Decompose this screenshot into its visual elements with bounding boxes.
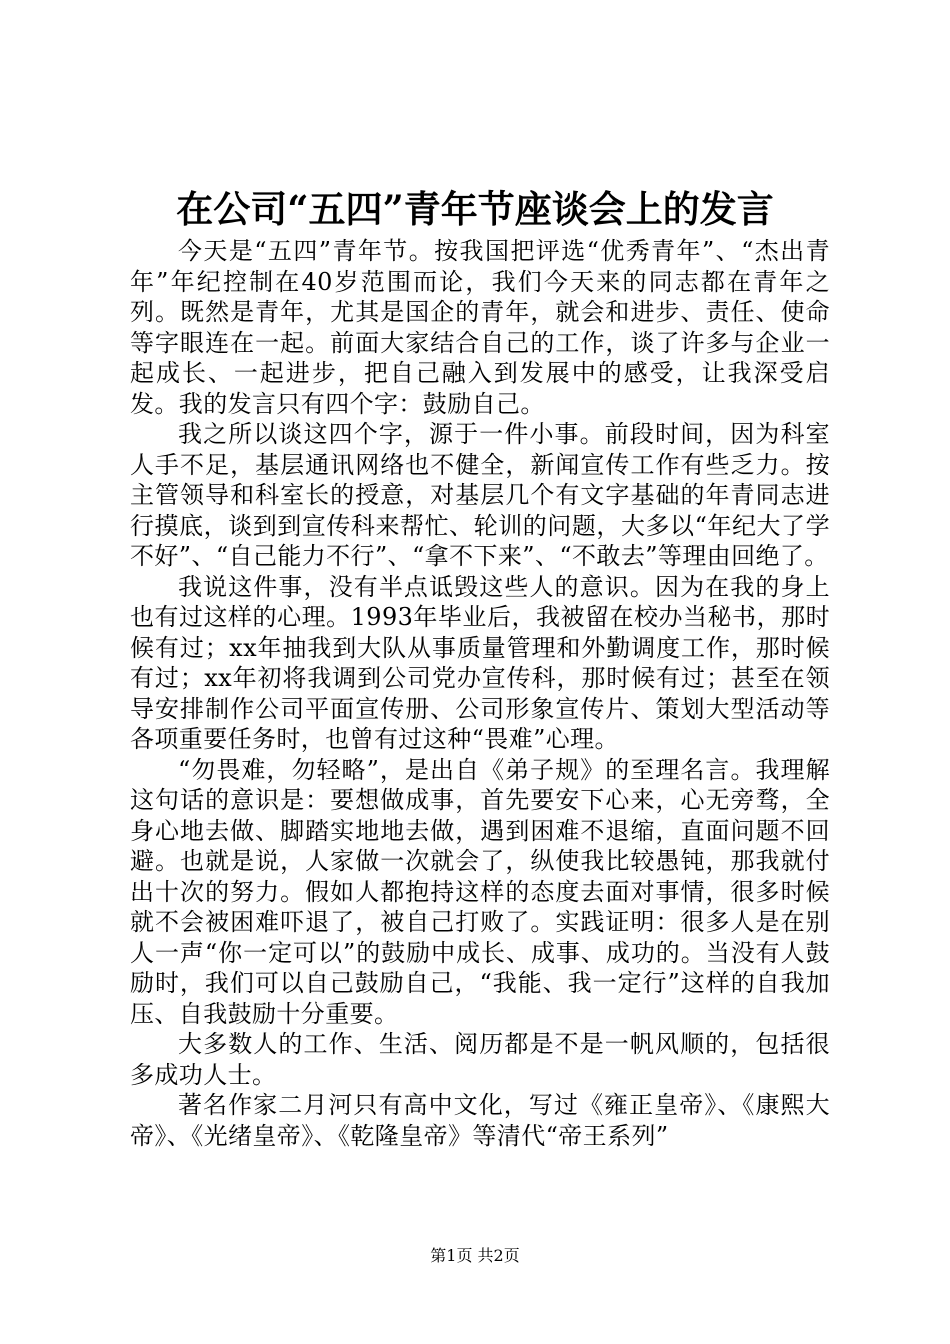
paragraph-6: 著名作家二月河只有高中文化，写过《雍正皇帝》、《康熙大帝》、《光绪皇帝》、《乾隆皇帝》等清代“帝王系列” [130,1091,830,1150]
paragraph-3: 我说这件事，没有半点诋毁这些人的意识。因为在我的身上也有过这样的心理。1993年毕业后，我被留在校办当秘书，那时候有过；xx年抽我到大队从事质量管理和外勤调度工作，那时候有过；xx年初将我调到公司党办宣传科，那时候有过；甚至在领导安排制作公司平面宣传册、公司形象宣传片、策划大型活动等各项重要任务时，也曾有过这种“畏难”心理。 [130,572,830,753]
document-body [130,236,830,1151]
paragraph-1: 今天是“五四”青年节。按我国把评选“优秀青年”、“杰出青年”年纪控制在40岁范围而论，我们今天来的同志都在青年之列。既然是青年，尤其是国企的青年，就会和进步、责任、使命等字眼连在一起。前面大家结合自己的工作，谈了许多与企业一起成长、一起进步，把自己融入到发展中的感受，让我深受启发。我的发言只有四个字：鼓励自己。 [130,237,830,418]
paragraph-2: 我之所以谈这四个字，源于一件小事。前段时间，因为科室人手不足，基层通讯网络也不健全，新闻宣传工作有些乏力。按主管领导和科室长的授意，对基层几个有文字基础的年青同志进行摸底，谈到到宣传科来帮忙、轮训的问题，大多以“年纪大了学不好”、“自己能力不行”、“拿不下来”、“不敢去”等理由回绝了。 [130,420,830,570]
paragraph-5: 大多数人的工作、生活、阅历都是不是一帆风顺的，包括很多成功人士。 [130,1030,830,1089]
paragraph-4: “勿畏难，勿轻略”，是出自《弟子规》的至理名言。我理解这句话的意识是：要想做成事，首先要安下心来，心无旁骛，全身心地去做、脚踏实地地去做，遇到困难不退缩，直面问题不回避。也就是说，人家做一次就会了，纵使我比较愚钝，那我就付出十次的努力。假如人都抱持这样的态度去面对事情，很多时候就不会被困难吓退了，被自己打败了。实践证明：很多人是在别人一声“你一定可以”的鼓励中成长、成事、成功的。当没有人鼓励时，我们可以自己鼓励自己，“我能、我一定行”这样的自我加压、自我鼓励十分重要。 [130,755,830,1028]
page-title: 在公司“五四”青年节座谈会上的发言 [176,187,774,231]
page-number-footer: 第1页 共2页 [430,1246,520,1265]
